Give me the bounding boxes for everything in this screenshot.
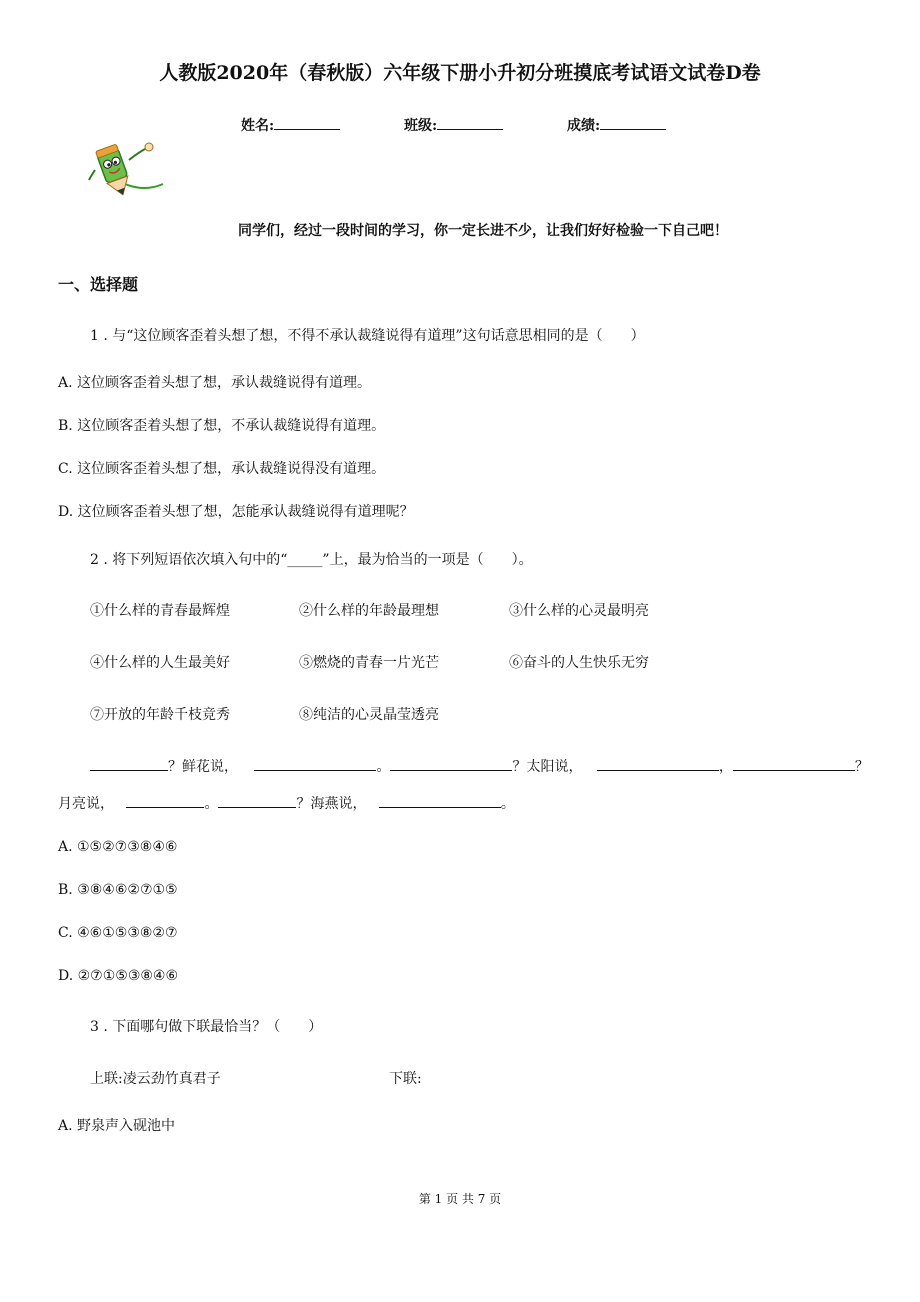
phrase-6: ⑥奋斗的人生快乐无穷 — [509, 655, 649, 671]
phrase-5: ⑤燃烧的青春一片光芒 — [299, 655, 439, 671]
phrase-8: ⑧纯洁的心灵晶莹透亮 — [299, 707, 439, 723]
fill-blank-4[interactable] — [597, 758, 719, 771]
fill-text-2: 。 — [376, 759, 391, 775]
phrase-7: ⑦开放的年龄千枝竞秀 — [90, 707, 230, 723]
fill-text-9: 。 — [500, 796, 515, 812]
phrase-3: ③什么样的心灵最明亮 — [509, 603, 649, 619]
question-1-stem: 1 . 与“这位顾客歪着头想了想，不得不承认裁缝说得有道理”这句话意思相同的是（ ） — [90, 328, 645, 344]
score-label: 成绩: — [567, 118, 601, 134]
q2-option-c[interactable]: C. ④⑥①⑤③⑧②⑦ — [58, 925, 178, 941]
q1-option-b[interactable]: B. 这位顾客歪着头想了想，不承认裁缝说得有道理。 — [58, 418, 386, 434]
page-number: 第 1 页 共 7 页 — [418, 1192, 502, 1206]
class-blank[interactable] — [437, 115, 503, 130]
fill-text-1: ？鲜花说， — [168, 759, 238, 775]
greeting-text: 同学们，经过一段时间的学习，你一定长进不少，让我们好好检验一下自己吧！ — [238, 223, 728, 239]
fill-text-8: ？海燕说， — [296, 796, 367, 812]
fill-text-7: 。 — [204, 796, 219, 812]
pencil-mascot-icon — [85, 140, 165, 200]
fill-blank-6[interactable] — [126, 795, 204, 808]
couplet-lower-label: 下联: — [389, 1071, 422, 1087]
name-field — [241, 115, 340, 135]
fill-sentence-line-2 — [58, 793, 515, 813]
question-2-stem: 2 . 将下列短语依次填入句中的“_____”上，最为恰当的一项是（ ）。 — [90, 552, 533, 568]
q1-option-a[interactable]: A. 这位顾客歪着头想了想，承认裁缝说得有道理。 — [58, 375, 372, 391]
fill-blank-2[interactable] — [254, 758, 376, 771]
fill-text-5: ？ — [854, 759, 869, 775]
fill-sentence-line-1 — [90, 756, 869, 776]
q1-option-d[interactable]: D. 这位顾客歪着头想了想，怎能承认裁缝说得有道理呢？ — [58, 504, 414, 520]
section-title: 一、选择题 — [58, 275, 139, 294]
phrase-4: ④什么样的人生最美好 — [90, 655, 230, 671]
name-label: 姓名: — [241, 118, 275, 134]
fill-blank-8[interactable] — [379, 795, 501, 808]
q1-option-c[interactable]: C. 这位顾客歪着头想了想，承认裁缝说得没有道理。 — [58, 461, 386, 477]
couplet-upper: 上联:凌云劲竹真君子 — [90, 1071, 221, 1087]
class-field — [404, 115, 503, 135]
score-field — [567, 115, 666, 135]
name-blank[interactable] — [274, 115, 340, 130]
phrase-2: ②什么样的年龄最理想 — [299, 603, 439, 619]
fill-text-6: 月亮说， — [58, 796, 114, 812]
q2-option-d[interactable]: D. ②⑦①⑤③⑧④⑥ — [58, 968, 179, 984]
fill-blank-5[interactable] — [733, 758, 855, 771]
question-3-stem: 3 . 下面哪句做下联最恰当？（ ） — [90, 1019, 323, 1035]
phrase-1: ①什么样的青春最辉煌 — [90, 603, 230, 619]
q2-option-b[interactable]: B. ③⑧④⑥②⑦①⑤ — [58, 882, 178, 898]
class-label: 班级: — [404, 118, 438, 134]
fill-blank-3[interactable] — [390, 758, 512, 771]
q2-option-a[interactable]: A. ①⑤②⑦③⑧④⑥ — [58, 839, 178, 855]
fill-text-3: ？太阳说， — [512, 759, 583, 775]
fill-text-4: ， — [718, 759, 733, 775]
fill-blank-1[interactable] — [90, 758, 168, 771]
page-title: 人教版2020年（春秋版）六年级下册小升初分班摸底考试语文试卷D卷 — [159, 62, 761, 84]
fill-blank-7[interactable] — [218, 795, 296, 808]
score-blank[interactable] — [600, 115, 666, 130]
q3-option-a[interactable]: A. 野泉声入砚池中 — [58, 1118, 176, 1134]
